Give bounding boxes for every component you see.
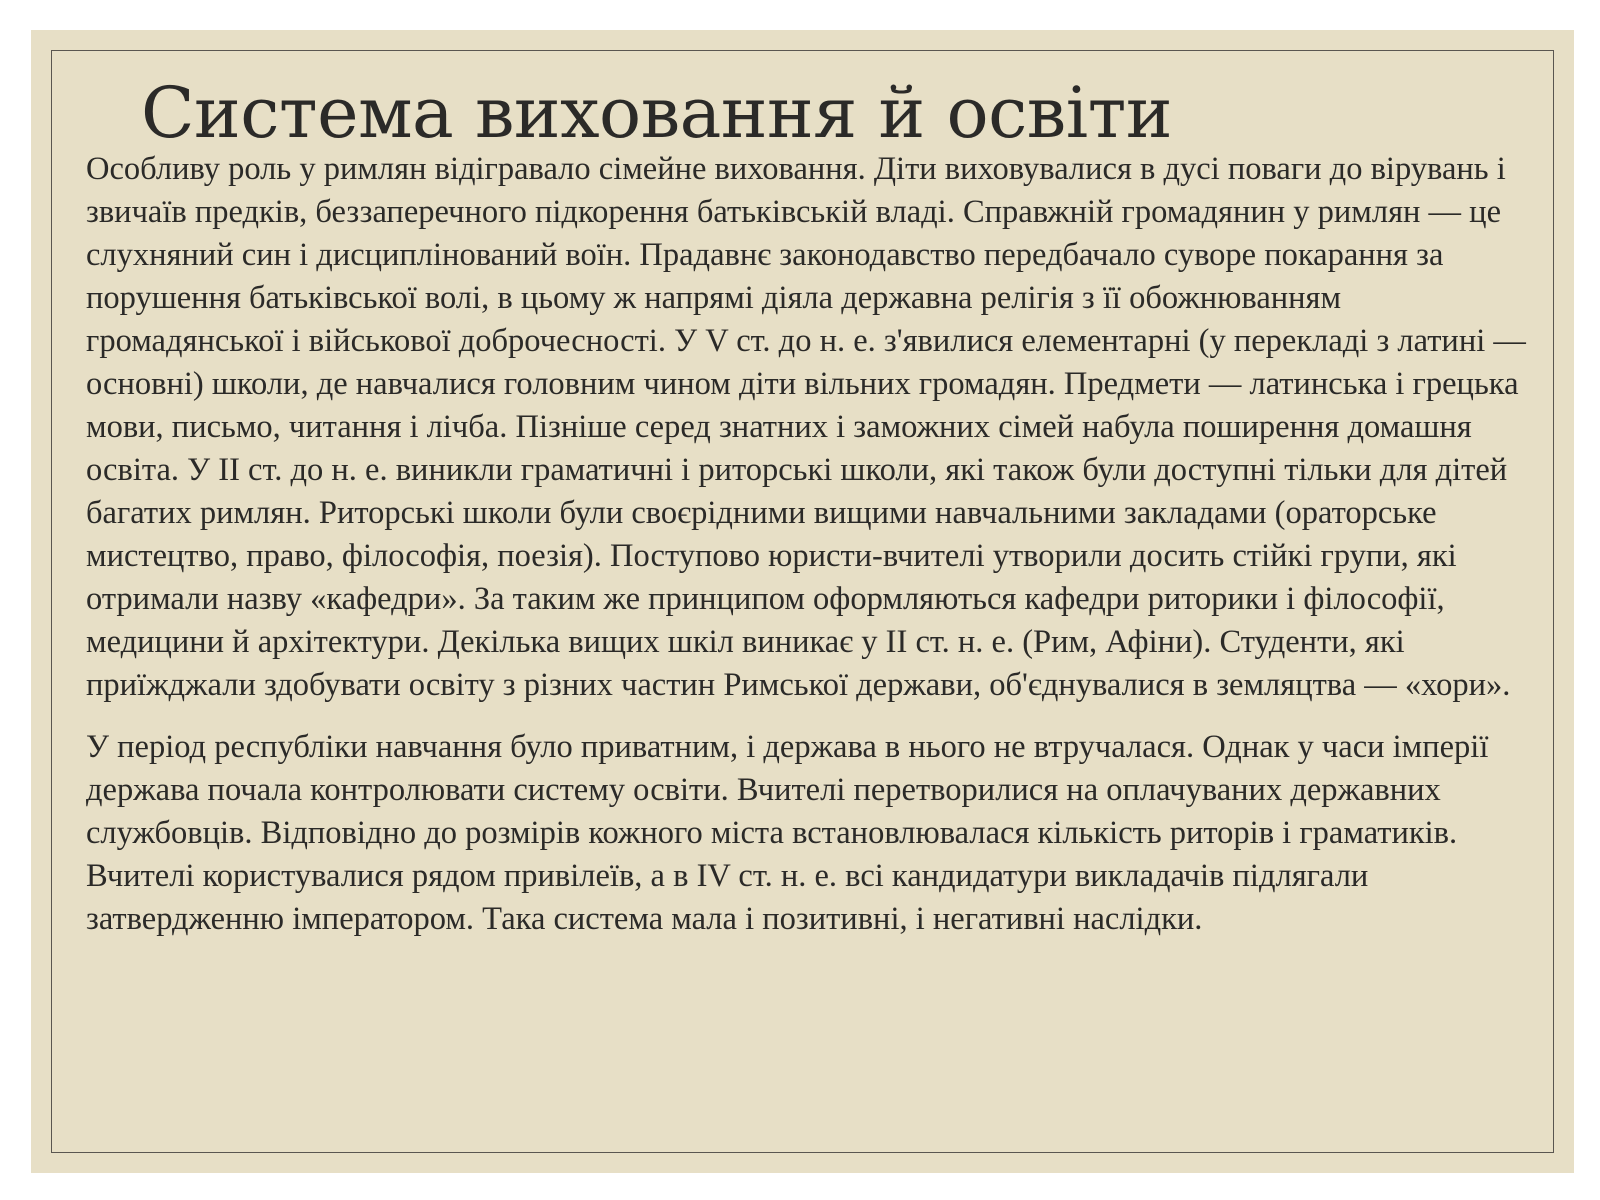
- paragraph-1: Особливу роль у римлян відігравало сімейне виховання. Діти виховувалися в дусі поваги до вірувань і звичаїв предків, беззаперечного підкорення батьківській владі. Справжній громадянин у римлян — це слухняний син і дисциплінований воїн. Прадавнє законодавство передбачало суворе покарання за порушення батьківської волі, в цьому ж напрямі діяла державна релігія з її обожнюванням громадянської і військової доброчесності. У V ст. до н. е. з'явилися елементарні (у перекладі з латині — основні) школи, де навчалися головним чином діти вільних громадян. Предмети — латинська і грецька мови, письмо, читання і лічба. Пізніше серед знатних і заможних сімей набула поширення домашня освіта. У II ст. до н. е. виникли граматичні і риторські школи, які також були доступні тільки для дітей багатих римлян. Риторські школи були своєрідними вищими навчальними закладами (ораторське мистецтво, право, філософія, поезія). Поступово юристи-вчителі утворили досить стійкі групи, які отримали назву «кафедри». За таким же принципом оформляються кафедри риторики і філософії, медицини й архітектури. Декілька вищих шкіл виникає у II ст. н. е. (Рим, Афіни). Студенти, які приїжджали здобувати освіту з різних частин Римської держави, об'єднувалися в земляцтва — «хори».: [86, 151, 1526, 703]
- paragraph-2: У період республіки навчання було приватним, і держава в нього не втручалася. Однак у часи імперії держава почала контролювати систему освіти. Вчителі перетворилися на оплачуваних державних службовців. Відповідно до розмірів кожного міста встановлювалася кількість риторів і граматиків. Вчителі користувалися рядом привілеїв, а в IV ст. н. е. всі кандидатури викладачів підлягали затвердженню імператором. Така система мала і позитивні, і негативні наслідки.: [86, 729, 1489, 937]
- slide-title: Система виховання й освіти: [141, 72, 1172, 154]
- slide: [31, 30, 1574, 1173]
- slide-body: [86, 148, 1526, 960]
